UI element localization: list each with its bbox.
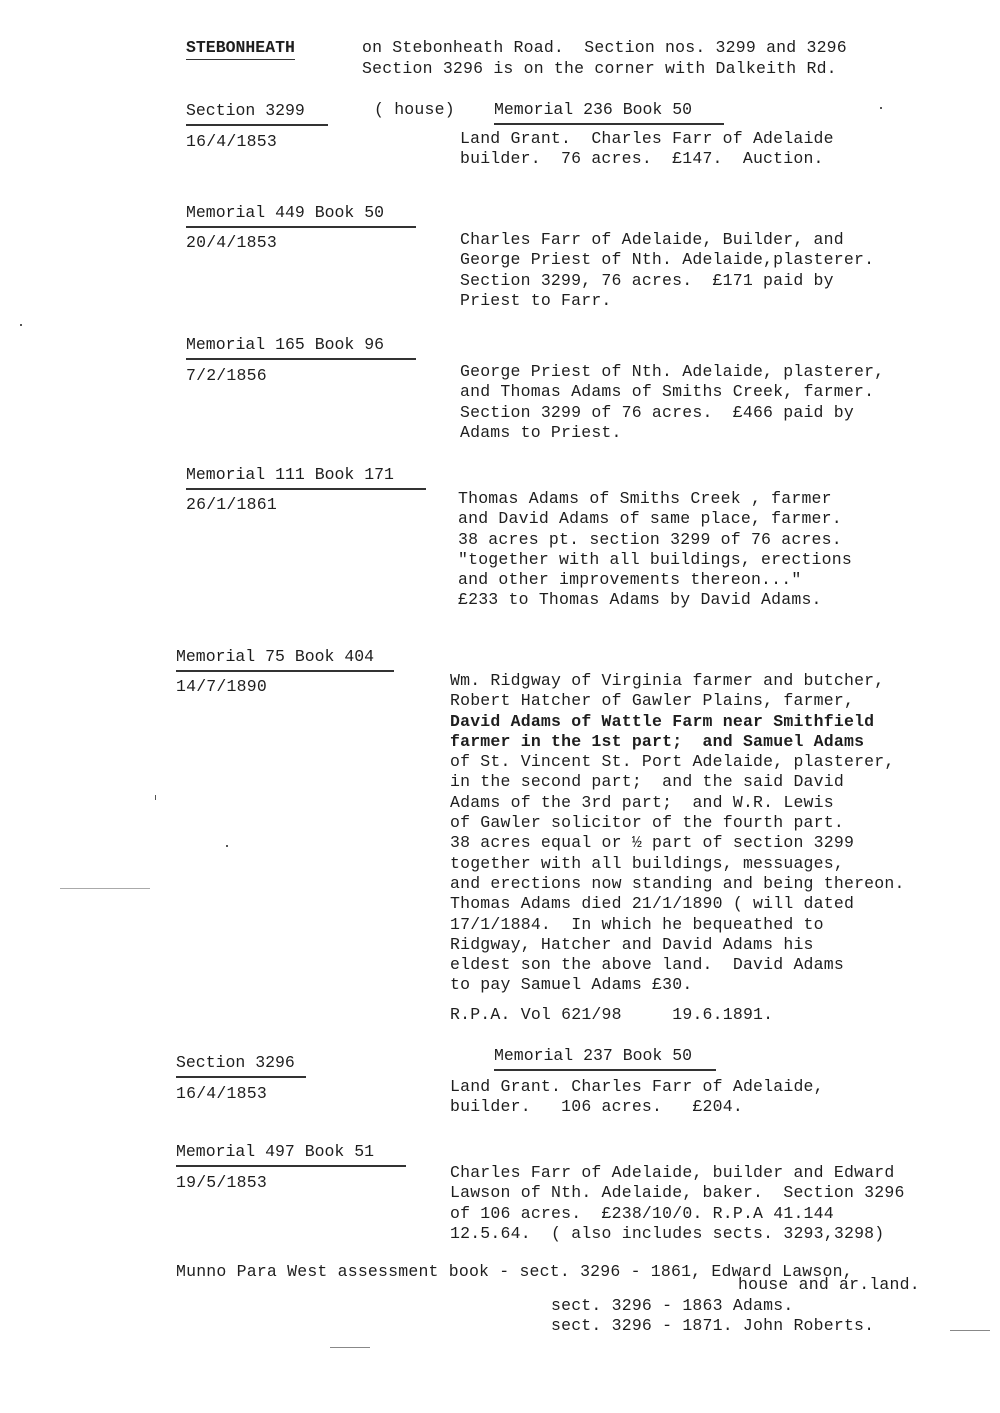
memorial-heading: Memorial 111 Book 171 [186, 465, 426, 490]
scan-mark [880, 107, 882, 109]
section-3299-memorial: Memorial 236 Book 50 [494, 100, 724, 125]
entry-line: and David Adams of same place, farmer. [458, 509, 842, 529]
entry-line: George Priest of Nth. Adelaide, plasterer, [460, 362, 885, 381]
entry-date: 7/2/1856 [186, 366, 267, 385]
entry-line: Ridgway, Hatcher and David Adams his [450, 934, 814, 954]
entry-text [450, 1163, 905, 1244]
assessment-line: Munno Para West assessment book - sect. 3296 - 1861, Edward Lawson, [176, 1262, 853, 1281]
assessment-line: sect. 3296 - 1871. John Roberts. [551, 1316, 875, 1335]
entry-line: Section 3299, 76 acres. £171 paid by [460, 270, 834, 290]
entry-line: Thomas Adams died 21/1/1890 ( will dated [450, 894, 855, 914]
scan-mark [226, 845, 228, 847]
scan-mark [330, 1347, 370, 1348]
entry-line: David Adams of Wattle Farm near Smithfield [450, 711, 875, 731]
document-title: STEBONHEATH [186, 38, 295, 60]
memorial-heading: Memorial 165 Book 96 [186, 335, 416, 360]
entry-date: 20/4/1853 [186, 233, 277, 252]
entry-line: and other improvements thereon..." [458, 570, 802, 590]
entry-line: Section 3299 of 76 acres. £466 paid by [460, 402, 854, 422]
entry-date: 19/5/1853 [176, 1173, 267, 1192]
entry-line: Wm. Ridgway of Virginia farmer and butcher, [450, 671, 885, 690]
entry-line: George Priest of Nth. Adelaide,plasterer. [460, 250, 875, 270]
entry-line: Charles Farr of Adelaide, builder and Edward [450, 1163, 895, 1182]
entry-line: 38 acres equal or ½ part of section 3299 [450, 833, 855, 853]
entry-line: £233 to Thomas Adams by David Adams. [458, 590, 822, 610]
memorial-heading: Memorial 449 Book 50 [186, 203, 416, 228]
assessment-line: house and ar.land. [738, 1275, 920, 1294]
entry-date: 26/1/1861 [186, 495, 277, 514]
entry-line: 38 acres pt. section 3299 of 76 acres. [458, 529, 842, 549]
entry-line: of St. Vincent St. Port Adelaide, plasterer, [450, 752, 895, 772]
entry-text [450, 671, 905, 996]
entry-line: Priest to Farr. [460, 290, 612, 310]
rpa-reference: R.P.A. Vol 621/98 19.6.1891. [450, 1005, 774, 1024]
section-3299-note: ( house) [374, 100, 455, 119]
scan-mark [950, 1330, 990, 1331]
header-line-2: Section 3296 is on the corner with Dalkeith Rd. [362, 59, 837, 78]
entry-line: eldest son the above land. David Adams [450, 955, 844, 975]
entry-line: builder. 106 acres. £204. [450, 1097, 743, 1117]
entry-text [460, 230, 874, 311]
entry-line: Adams of the 3rd part; and W.R. Lewis [450, 792, 834, 812]
entry-line: of 106 acres. £238/10/0. R.P.A 41.144 [450, 1203, 834, 1223]
entry-line: 17/1/1884. In which he bequeathed to [450, 914, 824, 934]
entry-text [460, 362, 884, 443]
header-line-1: on Stebonheath Road. Section nos. 3299 and 3296 [362, 38, 847, 57]
entry-line: Thomas Adams of Smiths Creek , farmer [458, 489, 832, 508]
entry-line: 12.5.64. ( also includes sects. 3293,3298) [450, 1223, 885, 1243]
entry-line: to pay Samuel Adams £30. [450, 975, 693, 995]
scan-mark [60, 888, 150, 889]
entry-line: builder. 76 acres. £147. Auction. [460, 149, 824, 169]
section-3296-heading: Section 3296 [176, 1053, 306, 1078]
entry-line: Land Grant. Charles Farr of Adelaide, [450, 1077, 824, 1096]
entry-line: Charles Farr of Adelaide, Builder, and [460, 230, 844, 249]
entry-line: in the second part; and the said David [450, 772, 844, 792]
entry-text [450, 1077, 824, 1118]
memorial-heading: Memorial 75 Book 404 [176, 647, 394, 672]
scan-mark [20, 324, 22, 326]
assessment-line: sect. 3296 - 1863 Adams. [551, 1296, 794, 1315]
entry-line: "together with all buildings, erections [458, 549, 852, 569]
entry-line: and Thomas Adams of Smiths Creek, farmer. [460, 382, 875, 402]
section-3296-memorial: Memorial 237 Book 50 [494, 1046, 716, 1071]
memorial-heading: Memorial 497 Book 51 [176, 1142, 406, 1167]
entry-date: 14/7/1890 [176, 677, 267, 696]
section-3299-heading: Section 3299 [186, 101, 328, 126]
entry-line: of Gawler solicitor of the fourth part. [450, 813, 844, 833]
entry-text [460, 129, 834, 170]
entry-line: and erections now standing and being thereon. [450, 873, 905, 893]
entry-text [458, 489, 852, 611]
entry-line: Lawson of Nth. Adelaide, baker. Section 3296 [450, 1183, 905, 1203]
scan-mark [155, 795, 156, 800]
entry-date: 16/4/1853 [186, 132, 277, 151]
entry-line: farmer in the 1st part; and Samuel Adams [450, 731, 865, 751]
entry-line: together with all buildings, messuages, [450, 853, 844, 873]
entry-line: Adams to Priest. [460, 422, 622, 442]
entry-line: Land Grant. Charles Farr of Adelaide [460, 129, 834, 148]
entry-date: 16/4/1853 [176, 1084, 267, 1103]
entry-line: Robert Hatcher of Gawler Plains, farmer, [450, 691, 855, 711]
